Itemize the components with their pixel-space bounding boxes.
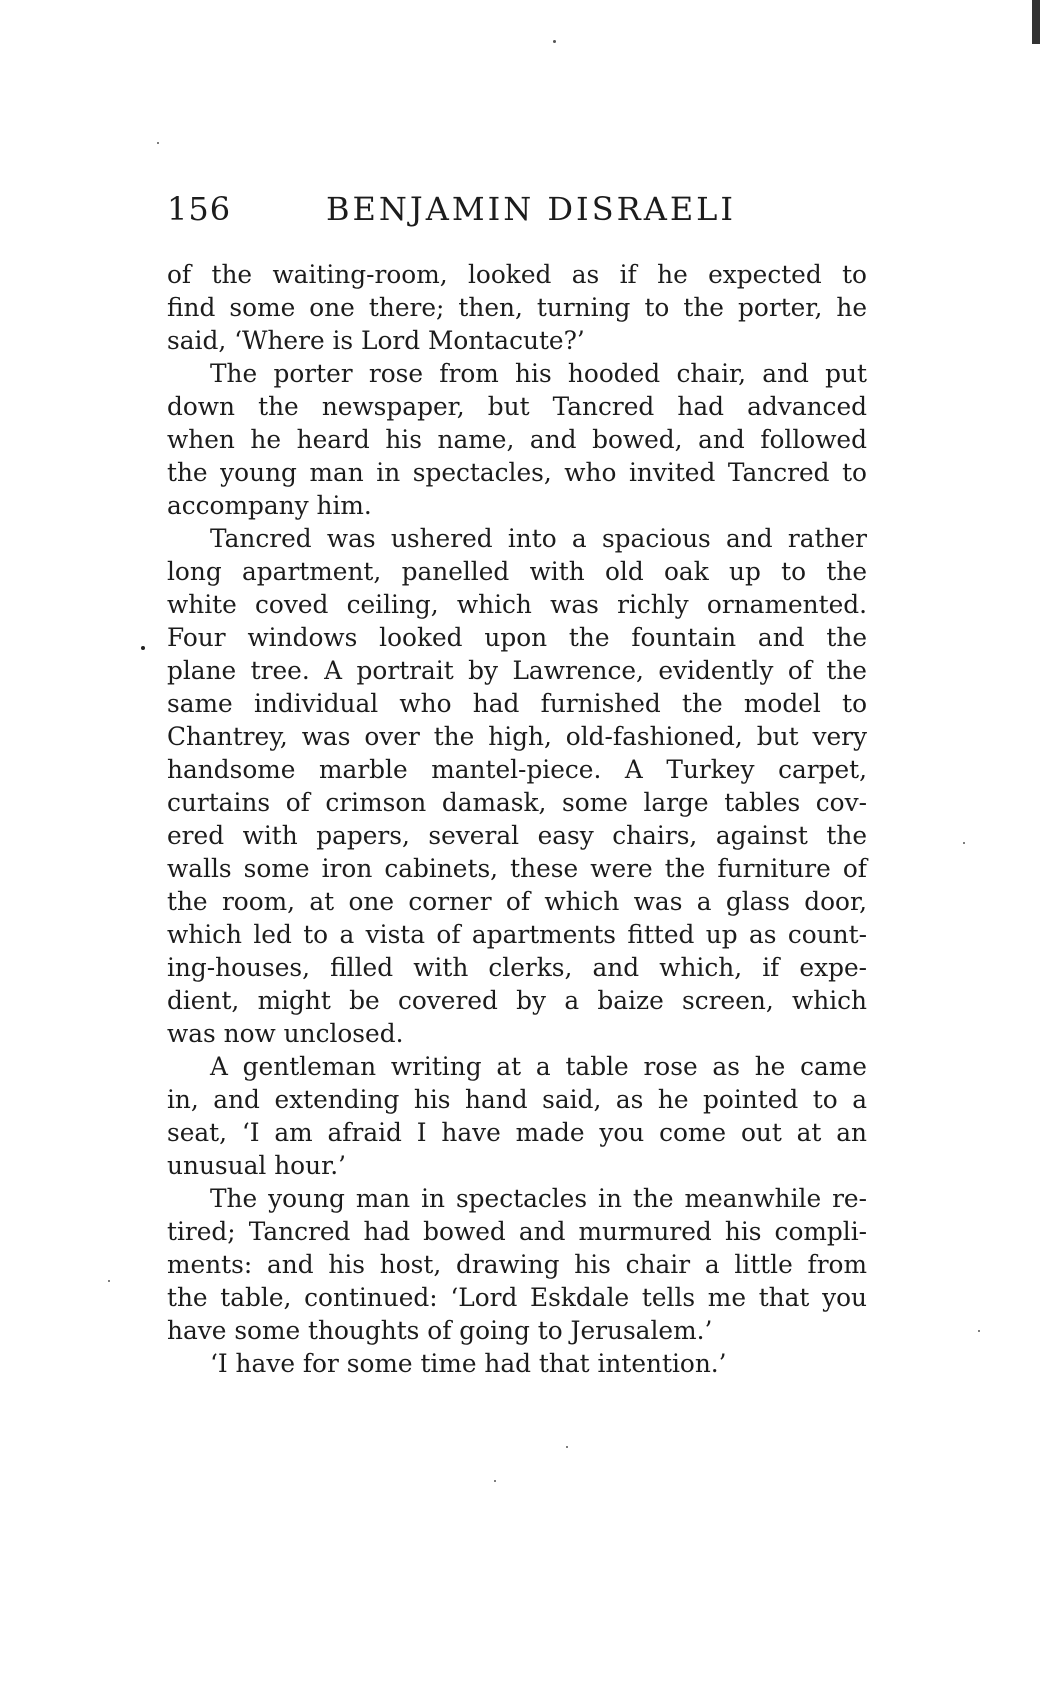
- text-line: of the waiting-room, looked as if he expected to: [167, 260, 867, 289]
- text-line: plane tree. A portrait by Lawrence, evidently of the: [167, 656, 867, 685]
- text-line: the table, continued: ‘Lord Eskdale tells me that you: [167, 1283, 867, 1312]
- paper-speck: [141, 646, 145, 650]
- text-line: Four windows looked upon the fountain and the: [167, 623, 867, 652]
- text-line: ments: and his host, drawing his chair a little from: [167, 1250, 867, 1279]
- body-text: [167, 258, 867, 1380]
- paper-speck: [157, 142, 159, 144]
- text-line: have some thoughts of going to Jerusalem.’: [167, 1316, 713, 1345]
- text-line: the room, at one corner of which was a glass door,: [167, 887, 867, 916]
- text-line: in, and extending his hand said, as he pointed to a: [167, 1085, 867, 1114]
- text-line: when he heard his name, and bowed, and followed: [167, 425, 867, 454]
- text-line: unusual hour.’: [167, 1151, 346, 1180]
- paper-speck: [553, 40, 556, 43]
- text-line: ing-houses, filled with clerks, and which, if expe-: [167, 953, 867, 982]
- text-line: A gentleman writing at a table rose as he came: [210, 1052, 867, 1081]
- text-line: which led to a vista of apartments fitted up as count-: [167, 920, 867, 949]
- paper-speck: [494, 1480, 496, 1482]
- text-line: find some one there; then, turning to the porter, he: [167, 293, 867, 322]
- text-line: ered with papers, several easy chairs, against the: [167, 821, 867, 850]
- text-line: curtains of crimson damask, some large tables cov-: [167, 788, 867, 817]
- text-line: The young man in spectacles in the meanwhile re-: [210, 1184, 867, 1213]
- paper-speck: [108, 1280, 110, 1282]
- paper-speck: [566, 1446, 568, 1448]
- running-head: [167, 190, 787, 240]
- running-title: BENJAMIN DISRAELI: [326, 190, 737, 228]
- text-line: down the newspaper, but Tancred had advanced: [167, 392, 867, 421]
- text-line: was now unclosed.: [167, 1019, 404, 1048]
- text-line: accompany him.: [167, 491, 372, 520]
- text-line: long apartment, panelled with old oak up to the: [167, 557, 867, 586]
- text-line: walls some iron cabinets, these were the furniture of: [167, 854, 867, 883]
- paper-speck: [963, 842, 965, 844]
- text-line: the young man in spectacles, who invited Tancred to: [167, 458, 867, 487]
- paper-speck: [978, 1330, 980, 1332]
- text-line: tired; Tancred had bowed and murmured his compli-: [167, 1217, 867, 1246]
- text-line: dient, might be covered by a baize screen, which: [167, 986, 867, 1015]
- text-line: same individual who had furnished the model to: [167, 689, 867, 718]
- text-line: Chantrey, was over the high, old-fashioned, but very: [167, 722, 867, 751]
- text-line: seat, ‘I am afraid I have made you come out at an: [167, 1118, 867, 1147]
- text-line: handsome marble mantel-piece. A Turkey carpet,: [167, 755, 867, 784]
- text-line: ‘I have for some time had that intention.’: [210, 1349, 727, 1378]
- text-line: said, ‘Where is Lord Montacute?’: [167, 326, 585, 355]
- text-line: Tancred was ushered into a spacious and rather: [210, 524, 867, 553]
- page-edge-mark: [1032, 0, 1040, 44]
- text-line: white coved ceiling, which was richly ornamented.: [167, 590, 867, 619]
- text-line: The porter rose from his hooded chair, and put: [210, 359, 867, 388]
- page-number: 156: [167, 190, 232, 228]
